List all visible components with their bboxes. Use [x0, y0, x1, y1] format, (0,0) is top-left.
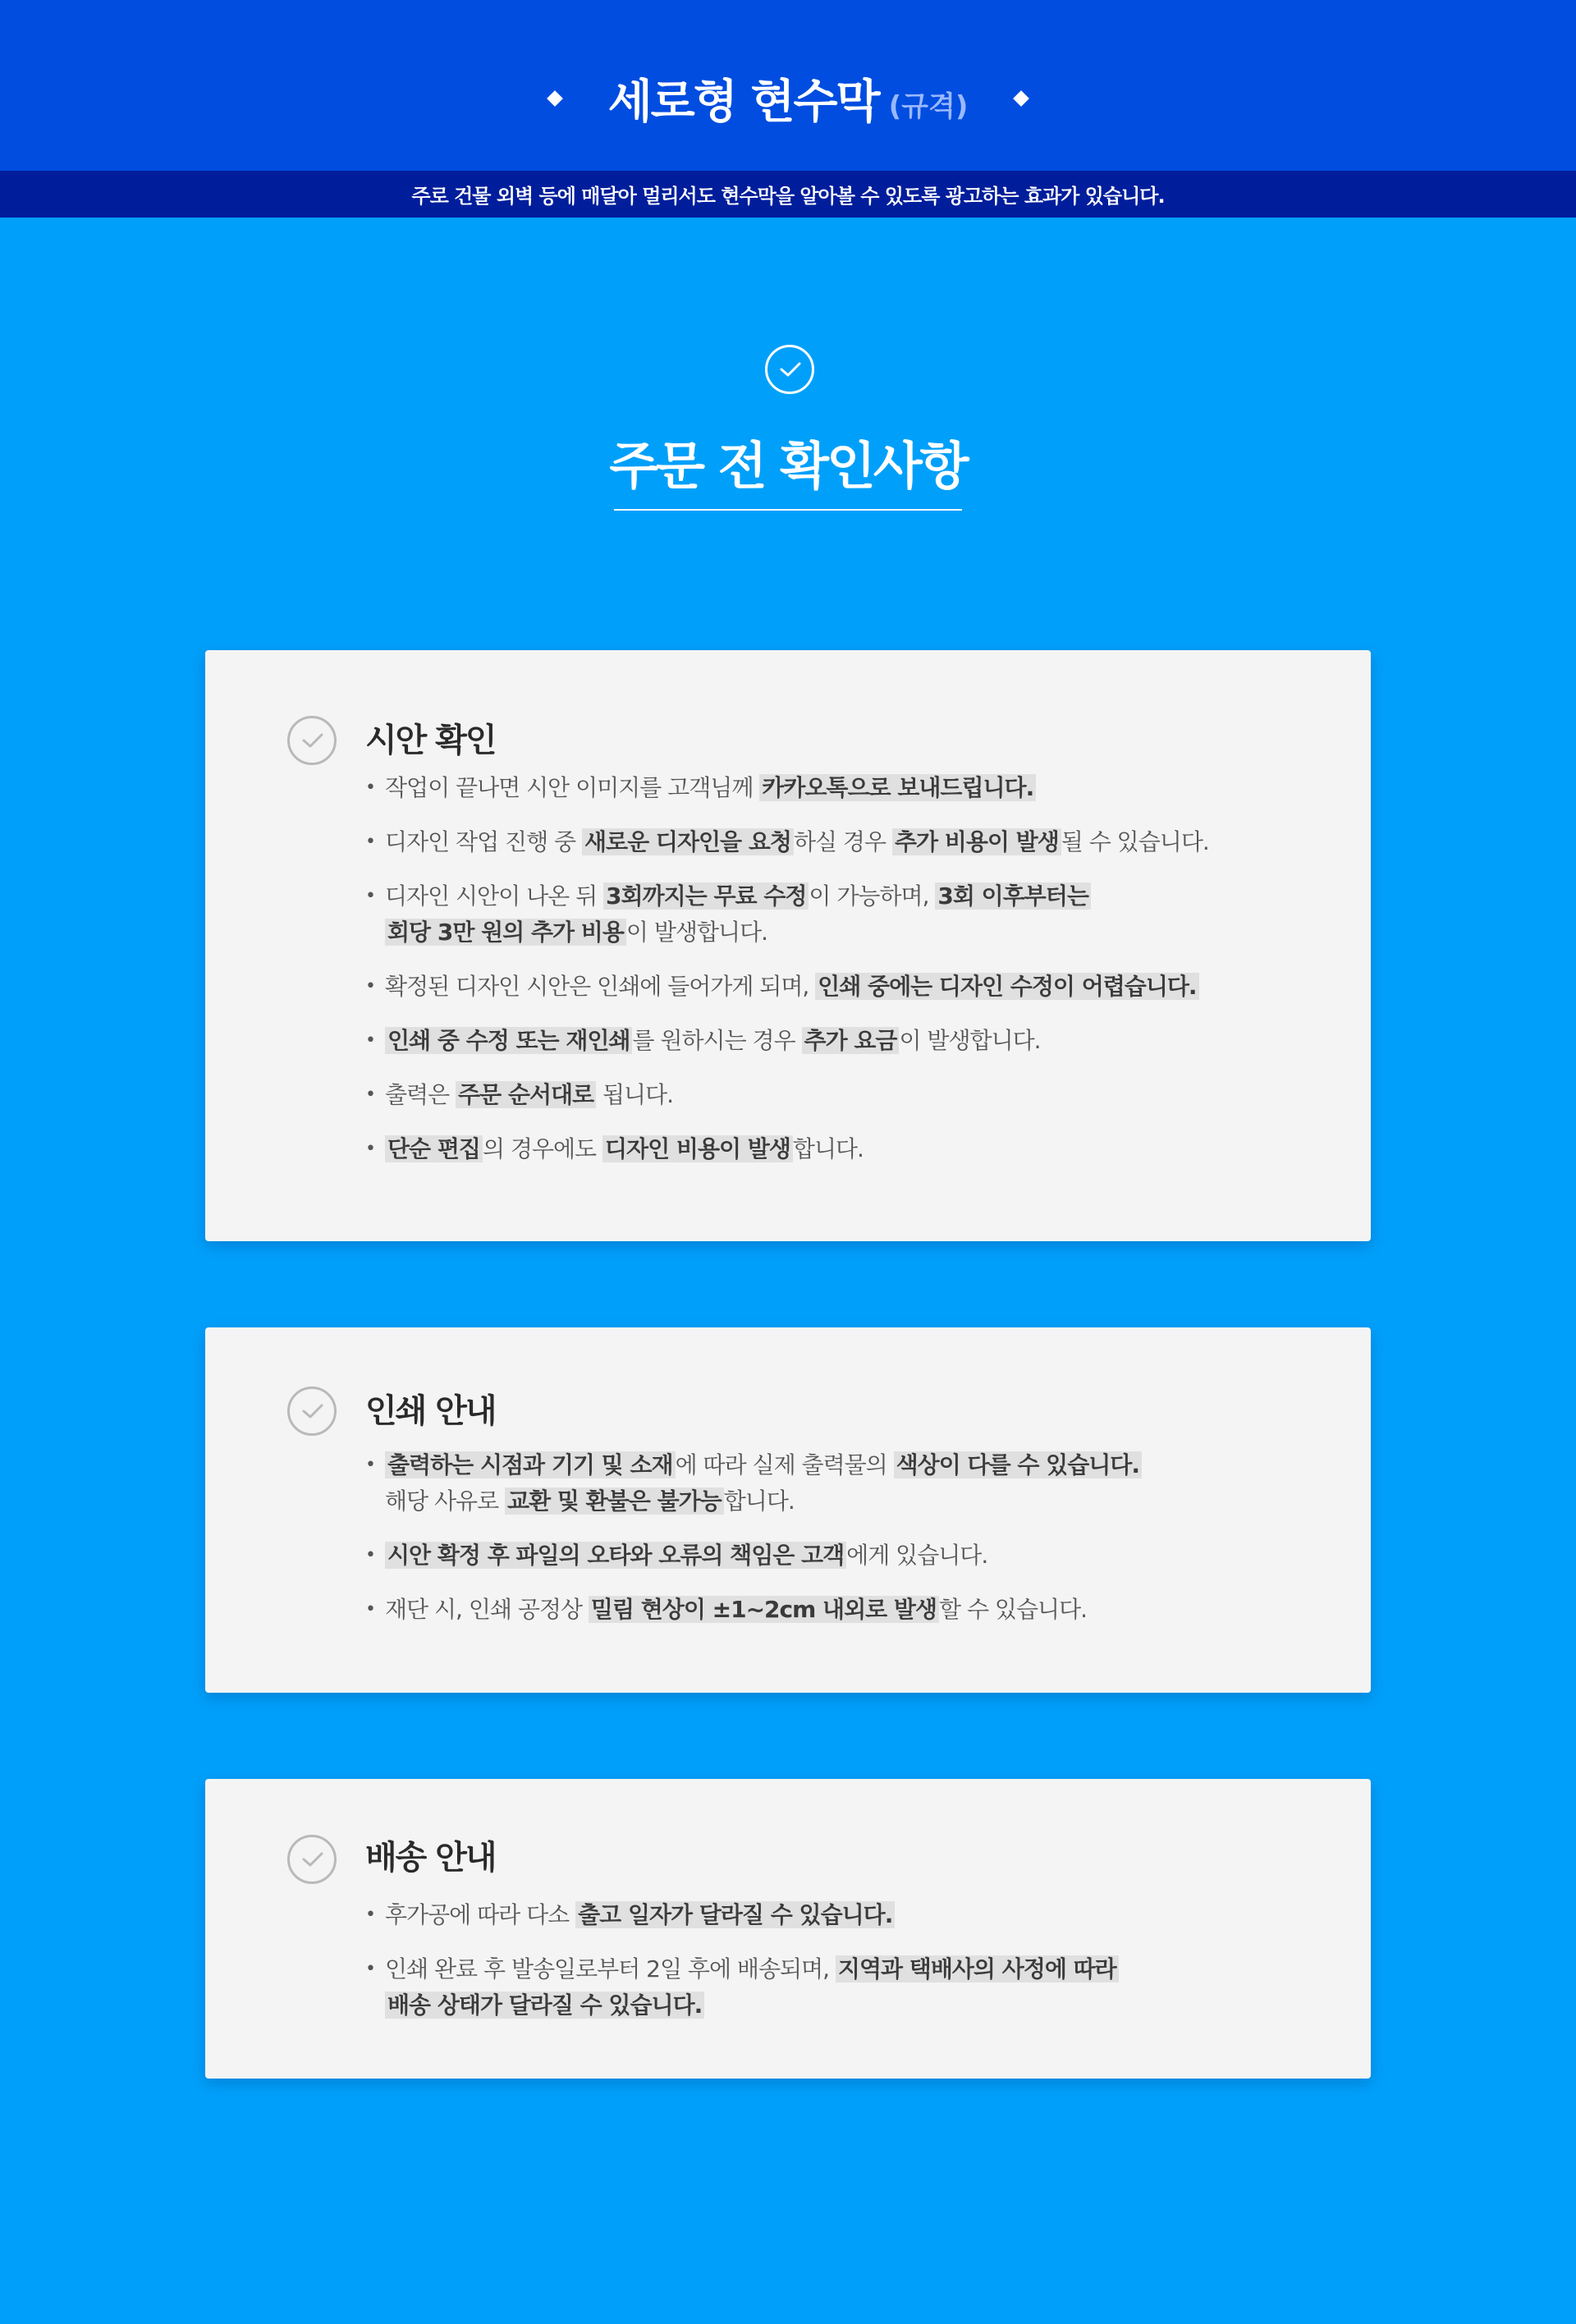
body-text: 작업이 끝나면 시안 이미지를 고객님께 — [385, 774, 760, 801]
list-item-line — [385, 1081, 673, 1108]
list-item — [365, 824, 1209, 860]
highlight-text: 추가 요금 — [802, 1027, 900, 1054]
banner-title: 세로형 현수막 — [607, 76, 879, 129]
highlight-text: 지역과 택배사의 사정에 따라 — [836, 1955, 1119, 1983]
card-title: 배송 안내 — [365, 1839, 496, 1877]
highlight-text: 밀림 현상이 ±1~2cm 내외로 발생 — [589, 1596, 939, 1623]
list-item — [365, 1538, 1142, 1574]
body-text: 됩니다. — [596, 1081, 674, 1108]
card-shipping-guide — [205, 1779, 1371, 2079]
list-item-line — [385, 828, 1209, 855]
body-text: 합니다. — [723, 1487, 795, 1515]
section-underline — [614, 509, 962, 511]
card-list — [365, 770, 1209, 1185]
highlight-text: 배송 상태가 달라질 수 있습니다. — [385, 1992, 704, 2019]
card-print-guide — [205, 1327, 1371, 1693]
list-item — [365, 1897, 1119, 1933]
banner-title-row — [0, 59, 1576, 138]
body-text: 확정된 디자인 시안은 인쇄에 들어가게 되며, — [385, 973, 816, 1000]
body-text: 하실 경우 — [793, 828, 892, 855]
body-text: 출력은 — [385, 1081, 456, 1108]
body-text: 인쇄 완료 후 발송일로부터 2일 후에 배송되며, — [385, 1955, 836, 1983]
highlight-text: 시안 확정 후 파일의 오타와 오류의 책임은 고객 — [385, 1542, 846, 1569]
body-text: 에게 있습니다. — [846, 1542, 988, 1569]
highlight-text: 교환 및 환불은 불가능 — [505, 1487, 724, 1515]
list-item — [365, 1131, 1209, 1167]
list-item — [365, 770, 1209, 806]
check-circle-icon — [287, 1835, 337, 1884]
body-text: 이 발생합니다. — [899, 1027, 1041, 1054]
card-title: 인쇄 안내 — [365, 1392, 496, 1430]
list-item-line — [385, 973, 1199, 1000]
list-item-line — [385, 914, 1209, 951]
list-item-line — [385, 1483, 1142, 1520]
highlight-text: 추가 비용이 발생 — [892, 828, 1061, 855]
highlight-text: 3회 이후부터는 — [935, 882, 1091, 910]
check-circle-icon — [765, 345, 814, 394]
list-item-line — [385, 1987, 1119, 2024]
body-text: 디자인 시안이 나온 뒤 — [385, 882, 604, 910]
body-text: 해당 사유로 — [385, 1487, 506, 1515]
body-text: 합니다. — [792, 1135, 864, 1162]
body-text: 후가공에 따라 다소 — [385, 1901, 576, 1928]
banner-subtitle: (규격) — [888, 89, 969, 123]
body-text: 재단 시, 인쇄 공정상 — [385, 1596, 589, 1623]
list-item — [365, 1077, 1209, 1113]
highlight-text: 카카오톡으로 보내드립니다. — [759, 774, 1036, 801]
card-list — [365, 1447, 1142, 1646]
list-item-line — [385, 1027, 1041, 1054]
check-circle-icon — [287, 716, 337, 765]
body-text: 를 원하시는 경우 — [632, 1027, 802, 1054]
highlight-text: 3회까지는 무료 수정 — [603, 882, 809, 910]
list-item — [365, 969, 1209, 1005]
body-text: 디자인 작업 진행 중 — [385, 828, 582, 855]
tagline-bar: 주로 건물 외벽 등에 매달아 멀리서도 현수막을 알아볼 수 있도록 광고하는 효과가 있습니다. — [0, 171, 1576, 218]
list-item-line — [385, 1451, 1142, 1478]
list-item — [365, 1592, 1142, 1628]
check-circle-icon — [287, 1387, 337, 1436]
highlight-text: 인쇄 중 수정 또는 재인쇄 — [385, 1027, 632, 1054]
highlight-text: 색상이 다를 수 있습니다. — [894, 1451, 1142, 1478]
body-text: 에 따라 실제 출력물의 — [675, 1451, 894, 1478]
card-title: 시안 확인 — [365, 722, 496, 759]
highlight-text: 출력하는 시점과 기기 및 소재 — [385, 1451, 676, 1478]
highlight-text: 단순 편집 — [385, 1135, 483, 1162]
highlight-text: 새로운 디자인을 요청 — [582, 828, 794, 855]
list-item — [365, 1951, 1119, 2024]
body-text: 이 발생합니다. — [625, 919, 768, 946]
highlight-text: 디자인 비용이 발생 — [602, 1135, 793, 1162]
section-title: 주문 전 확인사항 — [609, 436, 967, 496]
list-item-line — [385, 882, 1091, 910]
list-item-line — [385, 1596, 1087, 1623]
diamond-icon — [1014, 90, 1030, 107]
highlight-text: 주문 순서대로 — [456, 1081, 596, 1108]
highlight-text: 인쇄 중에는 디자인 수정이 어렵습니다. — [815, 973, 1198, 1000]
card-list — [365, 1897, 1119, 2042]
card-design-proof — [205, 650, 1371, 1241]
top-banner — [0, 0, 1576, 171]
list-item-line — [385, 774, 1036, 801]
list-item-line — [385, 1542, 987, 1569]
list-item-line — [385, 1135, 864, 1162]
body-text: 할 수 있습니다. — [939, 1596, 1088, 1623]
list-item-line — [385, 1955, 1119, 1983]
diamond-icon — [547, 90, 563, 107]
list-item-line — [385, 1901, 895, 1928]
list-item — [365, 1023, 1209, 1059]
highlight-text: 출고 일자가 달라질 수 있습니다. — [575, 1901, 895, 1928]
list-item — [365, 1447, 1142, 1520]
body-text: 의 경우에도 — [482, 1135, 602, 1162]
body-text: 이 가능하며, — [809, 882, 936, 910]
body-text: 될 수 있습니다. — [1061, 828, 1209, 855]
list-item — [365, 878, 1209, 951]
highlight-text: 회당 3만 원의 추가 비용 — [385, 919, 626, 946]
